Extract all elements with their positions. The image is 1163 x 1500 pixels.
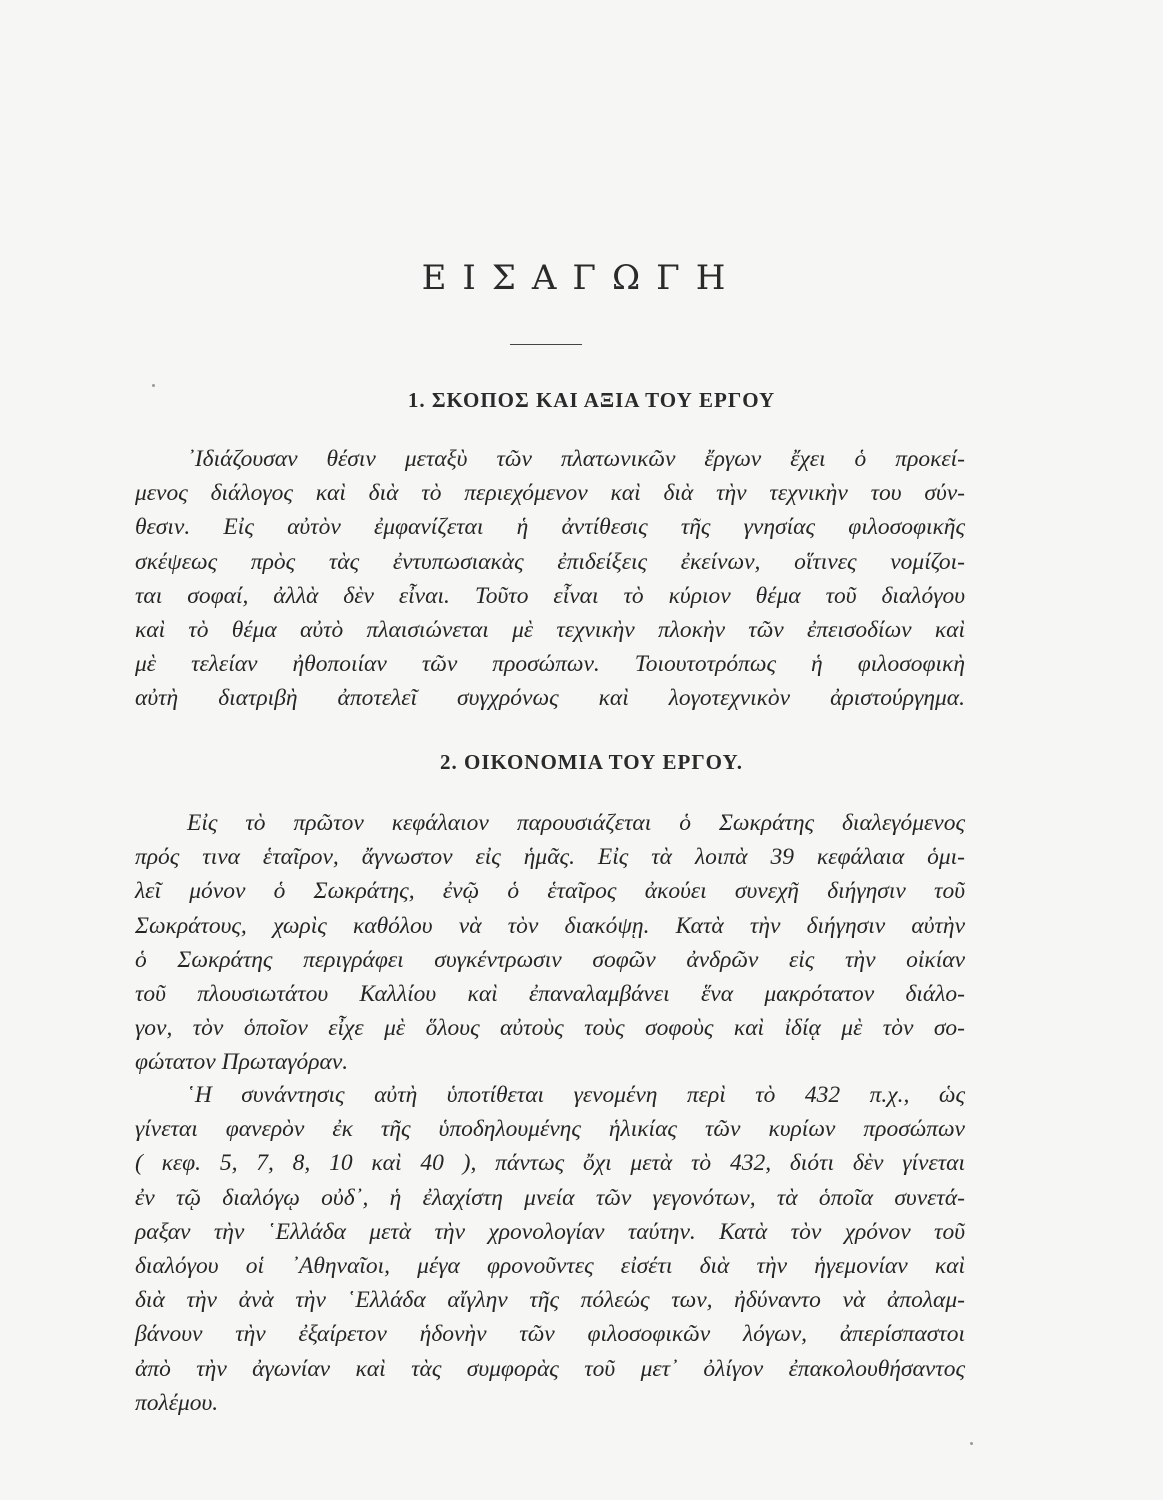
page-title: ΕΙΣΑΓΩΓΗ [421,258,742,298]
text-line: ᾿Ιδιάζουσαν θέσιν μεταξὺ τῶν πλατωνικῶν ἔργων ἔχει ὁ προκεί- [187,446,965,472]
text-line: σκέψεως πρὸς τὰς ἐντυπωσιακὰς ἐπιδείξεις ἐκείνων, οἵτινες νομίζοι- [135,548,965,575]
text-line: ραξαν τὴν ῾Ελλάδα μετὰ τὴν χρονολογίαν ταύτην. Κατὰ τὸν χρόνον τοῦ [135,1218,965,1245]
text-line: ἐν τῷ διαλόγῳ οὐδ᾿, ἡ ἐλαχίστη μνεία τῶν γεγονότων, τὰ ὁποῖα συνετά- [135,1184,965,1211]
scan-speck [152,384,155,387]
text-line: γον, τὸν ὁποῖον εἶχε μὲ ὅλους αὐτοὺς τοὺς σοφοὺς καὶ ἰδίᾳ μὲ τὸν σο- [135,1015,965,1042]
text-line: ῾Η συνάντησις αὐτὴ ὑποτίθεται γενομένη περὶ τὸ 432 π.χ., ὡς [187,1082,965,1108]
text-line: ( κεφ. 5, 7, 8, 10 καὶ 40 ), πάντως ὄχι μετὰ τὸ 432, διότι δὲν γίνεται [135,1150,965,1177]
section-heading-2: 2. ΟΙΚΟΝΟΜΙΑ ΤΟΥ ΕΡΓΟΥ. [440,750,743,774]
text-line: Σωκράτους, χωρὶς καθόλου νὰ τὸν διακόψῃ. Κατὰ τὴν διήγησιν αὐτὴν [135,912,965,939]
text-line: Εἰς τὸ πρῶτον κεφάλαιον παρουσιάζεται ὁ Σωκράτης διαλεγόμενος [187,810,965,836]
text-line: αὐτὴ διατριβὴ ἀποτελεῖ συγχρόνως καὶ λογοτεχνικὸν ἀριστούργημα. [135,685,965,712]
text-line: θεσιν. Εἰς αὐτὸν ἐμφανίζεται ἡ ἀντίθεσις τῆς γνησίας φιλοσοφικῆς [135,514,965,541]
section-2-paragraph-2 [135,1078,965,1420]
text-line: διὰ τὴν ἀνὰ τὴν ῾Ελλάδα αἴγλην τῆς πόλεώς των, ἠδύναντο νὰ ἀπολαμ- [135,1287,965,1314]
text-line: φώτατον Πρωταγόραν. [135,1049,349,1076]
text-line: τοῦ πλουσιωτάτου Καλλίου καὶ ἐπαναλαμβάνει ἕνα μακρότατον διάλο- [135,981,965,1008]
section-2-paragraph-1 [135,806,965,1080]
text-line: πρός τινα ἑταῖρον, ἄγνωστον εἰς ἡμᾶς. Εἰς τὰ λοιπὰ 39 κεφάλαια ὁμι- [135,844,965,871]
text-line: μενος διάλογος καὶ διὰ τὸ περιεχόμενον καὶ διὰ τὴν τεχνικὴν του σύν- [135,480,965,507]
scan-speck [970,1442,973,1445]
text-line: ται σοφαί, ἀλλὰ δὲν εἶναι. Τοῦτο εἶναι τὸ κύριον θέμα τοῦ διαλόγου [135,582,965,609]
text-line: βάνουν τὴν ἐξαίρετον ἡδονὴν τῶν φιλοσοφικῶν λόγων, ἀπερίσπαστοι [135,1321,965,1348]
text-line: ἀπὸ τὴν ἀγωνίαν καὶ τὰς συμφορὰς τοῦ μετ᾿ ὀλίγον ἐπακολουθήσαντος [135,1355,965,1382]
text-line: μὲ τελείαν ἠθοποιίαν τῶν προσώπων. Τοιουτοτρόπως ἡ φιλοσοφικὴ [135,651,965,678]
text-line: πολέμου. [135,1389,219,1416]
section-heading-1: 1. ΣΚΟΠΟΣ ΚΑΙ ΑΞΙΑ ΤΟΥ ΕΡΓΟΥ [407,388,776,412]
text-line: λεῖ μόνον ὁ Σωκράτης, ἐνῷ ὁ ἑταῖρος ἀκούει συνεχῆ διήγησιν τοῦ [135,878,965,905]
text-line: ὁ Σωκράτης περιγράφει συγκέντρωσιν σοφῶν ἀνδρῶν εἰς τὴν οἰκίαν [135,946,965,973]
text-line: καὶ τὸ θέμα αὐτὸ πλαισιώνεται μὲ τεχνικὴν πλοκὴν τῶν ἐπεισοδίων καὶ [135,617,965,644]
title-divider [510,344,582,345]
text-line: γίνεται φανερὸν ἐκ τῆς ὑποδηλουμένης ἡλικίας τῶν κυρίων προσώπων [135,1116,965,1143]
text-line: διαλόγου οἱ ᾿Αθηναῖοι, μέγα φρονοῦντες εἰσέτι διὰ τὴν ἡγεμονίαν καὶ [135,1253,965,1280]
section-1-paragraph-1 [135,442,965,716]
